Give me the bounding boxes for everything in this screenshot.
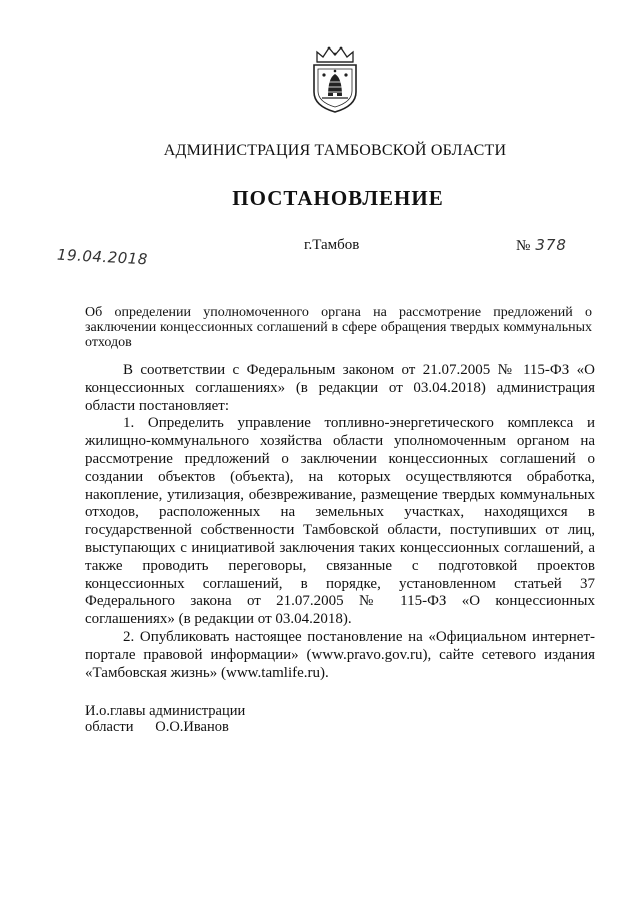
signer-line	[85, 719, 385, 735]
handwritten-number: 378	[535, 236, 567, 254]
organization-name: АДМИНИСТРАЦИЯ ТАМБОВСКОЙ ОБЛАСТИ	[163, 142, 507, 159]
document-body	[85, 362, 595, 682]
preamble-paragraph: В соответствии с Федеральным законом от 21.07.2005 № 115-ФЗ «О концессионных соглашениях» (в редакции от 03.04.2018) администрация области постановляет:	[85, 362, 595, 414]
signer-position-cont: области	[85, 719, 134, 735]
signature-block	[85, 703, 385, 735]
item-1-paragraph: 1. Определить управление топливно-энергетического комплекса и жилищно-коммунального хозяйства области уполномоченным органом на рассмотрение предложений о заключении концессионных соглашений о создании объектов (объекта), на которых осуществляются обработка, накопление, утилизация, обезвреживание, размещение твердых коммунальных отходов, расположенных на земельных участках, находящихся в государственной собственности Тамбовской области, поступивших от лиц, выступающих с инициативой заключения таких концессионных соглашений, а также проводить переговоры, связанные с подготовкой проектов концессионных соглашений, в порядке, установленном статьей 37 Федерального закона от 21.07.2005 № 115-ФЗ «О концессионных соглашениях» (в редакции от 03.04.2018).	[85, 415, 595, 628]
signer-position: И.о.главы администрации	[85, 703, 246, 719]
document-type-heading: ПОСТАНОВЛЕНИЕ	[232, 186, 444, 210]
item-2-paragraph: 2. Опубликовать настоящее постановление на «Официальном интернет-портале правовой информации» (www.pravo.gov.ru), сайте сетевого издания «Тамбовская жизнь» (www.tamlife.ru).	[85, 628, 595, 681]
number-sign: №	[516, 238, 531, 254]
city-name: г.Тамбов	[304, 237, 360, 253]
signer-name: О.О.Иванов	[155, 719, 229, 735]
document-number	[516, 236, 567, 255]
document-subject: Об определении уполномоченного органа на рассмотрение предложений о заключении концессионных соглашений в сфере обращения твердых коммунальных отходов	[85, 305, 592, 350]
handwritten-date: 19.04.2018	[56, 245, 149, 269]
tambov-coat-of-arms-icon	[308, 44, 362, 114]
